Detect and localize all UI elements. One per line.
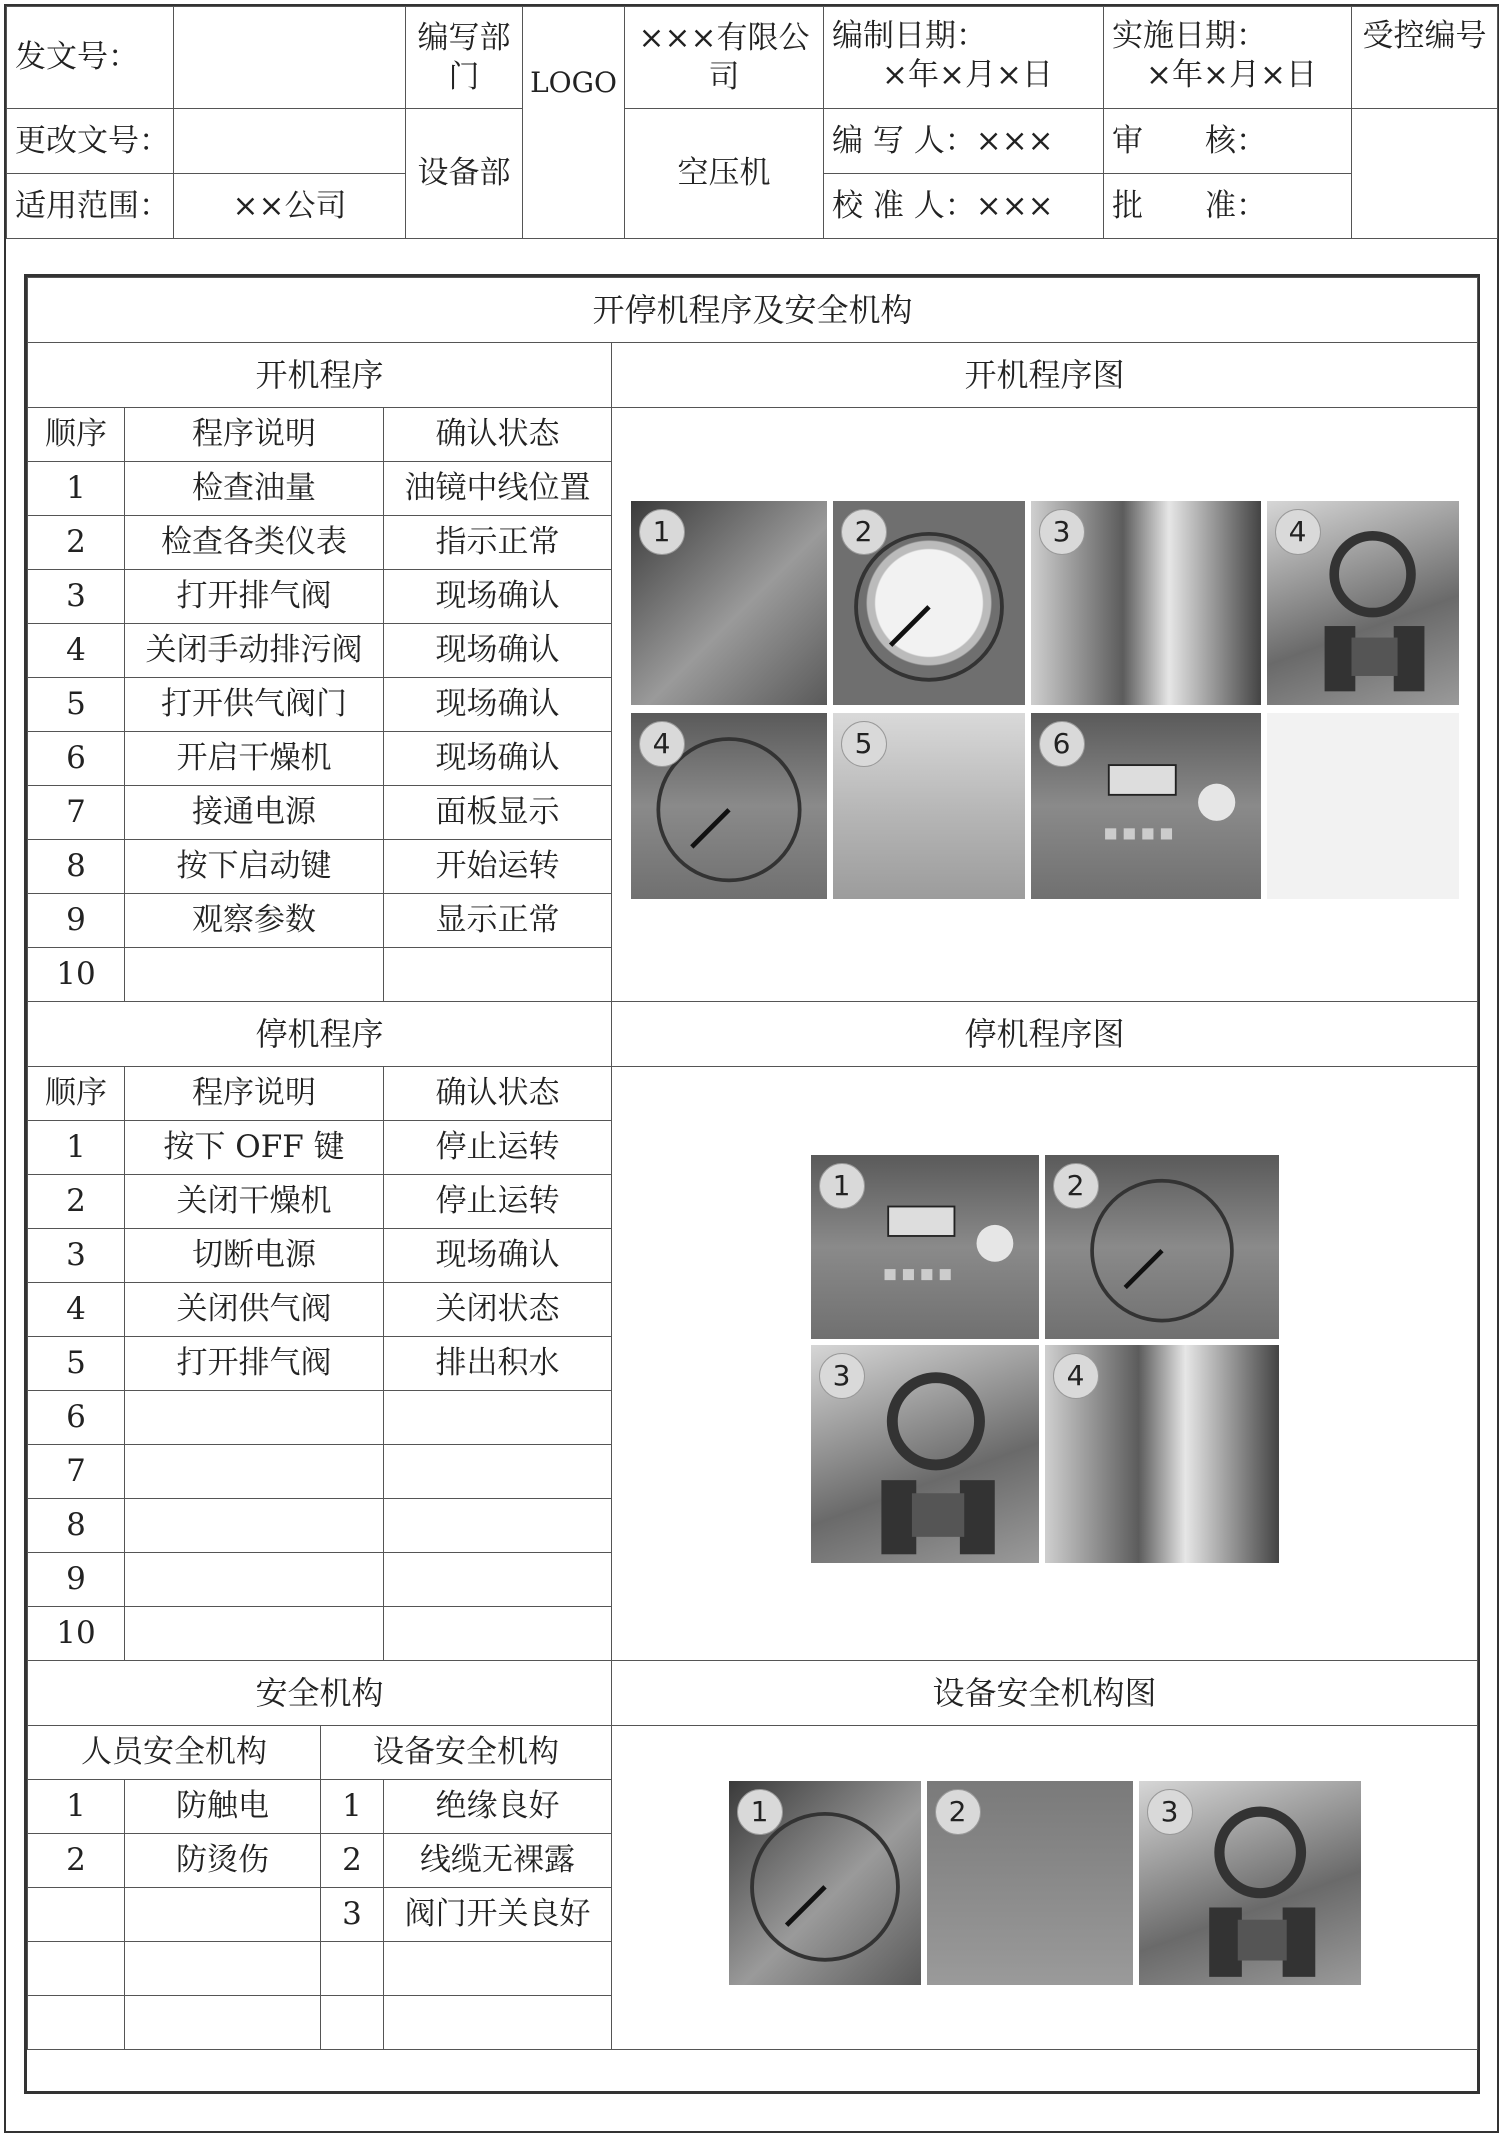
equipment-photo [1045,1155,1279,1339]
photo-grid [811,1155,1279,1563]
scope-label: 适用范围： [7,174,174,239]
startup-section-title: 开机程序 [28,343,612,408]
step-number: 2 [28,1175,125,1229]
equipment-item-number: 1 [321,1780,384,1834]
photo-number-badge: 2 [935,1789,981,1835]
step-description: 打开排气阀 [125,570,384,624]
step-number: 3 [28,1229,125,1283]
step-number: 1 [28,1121,125,1175]
photo-number-badge: 4 [1053,1353,1099,1399]
shutdown-image-title: 停机程序图 [612,1002,1478,1067]
step-number: 9 [28,1553,125,1607]
step-status [384,948,612,1002]
photo-number-badge: 1 [737,1789,783,1835]
step-description: 切断电源 [125,1229,384,1283]
equipment-safety-header: 设备安全机构 [321,1726,612,1780]
step-status: 停止运转 [384,1121,612,1175]
equipment-item: 阀门开关良好 [384,1888,612,1942]
equipment-photo [1031,501,1261,705]
step-number: 10 [28,948,125,1002]
step-status: 停止运转 [384,1175,612,1229]
photo-number-badge: 2 [1053,1163,1099,1209]
equipment-item: 线缆无裸露 [384,1834,612,1888]
personnel-item-number [28,1996,125,2050]
control-no-label: 受控编号 [1352,7,1498,109]
step-description [125,1607,384,1661]
step-status [384,1445,612,1499]
document-page [4,4,1499,2133]
procedure-frame [24,274,1480,2094]
equipment-photo [811,1155,1039,1339]
step-description: 接通电源 [125,786,384,840]
equipment-item-number [321,1942,384,1996]
step-number: 8 [28,1499,125,1553]
compile-date [824,7,1104,109]
equipment-photo [927,1781,1133,1985]
step-number: 3 [28,570,125,624]
reviewer-label: 审 核： [1104,109,1352,174]
step-description: 按下 OFF 键 [125,1121,384,1175]
photo-grid [729,1781,1361,1985]
calibrator [824,174,1104,239]
personnel-item: 防触电 [125,1780,321,1834]
step-description: 按下启动键 [125,840,384,894]
startup-image-title: 开机程序图 [612,343,1478,408]
step-number: 6 [28,1391,125,1445]
personnel-item [125,1996,321,2050]
step-status [384,1391,612,1445]
step-description: 观察参数 [125,894,384,948]
photo-number-badge: 3 [1147,1789,1193,1835]
step-status: 油镜中线位置 [384,462,612,516]
step-description: 检查各类仪表 [125,516,384,570]
step-status: 现场确认 [384,732,612,786]
photo-number-badge: 6 [1039,721,1085,767]
step-description: 开启干燥机 [125,732,384,786]
photo-number-badge: 2 [841,509,887,555]
step-description [125,1391,384,1445]
photo-number-badge: 4 [1275,509,1321,555]
effective-date [1104,7,1352,109]
step-status [384,1607,612,1661]
step-number: 9 [28,894,125,948]
equipment-photo [1031,713,1261,899]
personnel-safety-header: 人员安全机构 [28,1726,321,1780]
photo-number-badge: 1 [639,509,685,555]
step-status [384,1499,612,1553]
step-number: 7 [28,786,125,840]
equipment-photo [1139,1781,1361,1985]
writer [824,109,1104,174]
approver-label: 批 准： [1104,174,1352,239]
equipment-photo [1267,713,1459,899]
equipment-photo [833,501,1025,705]
logo [523,7,625,239]
step-number: 7 [28,1445,125,1499]
safety-photos [612,1726,1478,2050]
step-status: 开始运转 [384,840,612,894]
step-status: 关闭状态 [384,1283,612,1337]
compile-date-value: ×年×月×日 [882,56,1053,93]
col-desc-header: 程序说明 [125,1067,384,1121]
col-order-header: 顺序 [28,1067,125,1121]
step-status [384,1553,612,1607]
effective-date-value: ×年×月×日 [1146,56,1317,93]
personnel-item [125,1942,321,1996]
col-desc-header: 程序说明 [125,408,384,462]
step-description: 关闭干燥机 [125,1175,384,1229]
equipment-photo [631,501,827,705]
step-number: 4 [28,1283,125,1337]
equipment-photo [729,1781,921,1985]
step-status: 显示正常 [384,894,612,948]
dept-value: 设备部 [406,109,523,239]
personnel-item-number: 1 [28,1780,125,1834]
equipment-photo [631,713,827,899]
main-title: 开停机程序及安全机构 [28,278,1478,343]
photo-grid [631,501,1459,899]
procedure-table [27,277,1478,2050]
step-status: 现场确认 [384,624,612,678]
logo-text: LOGO [530,66,617,100]
col-order-header: 顺序 [28,408,125,462]
step-description: 关闭手动排污阀 [125,624,384,678]
change-no-label: 更改文号： [7,109,174,174]
step-status: 现场确认 [384,570,612,624]
photo-number-badge: 3 [1039,509,1085,555]
step-status: 指示正常 [384,516,612,570]
photo-number-badge: 4 [639,721,685,767]
writer-value: ××× [975,122,1054,159]
step-description [125,1553,384,1607]
doc-no-value [174,7,406,109]
equipment-photo [1045,1345,1279,1563]
step-number: 4 [28,624,125,678]
personnel-item-number: 2 [28,1834,125,1888]
dept-label: 编写部门 [406,7,523,109]
control-no-value [1352,109,1498,239]
scope-value: ××公司 [174,174,406,239]
change-no-value [174,109,406,174]
equipment-name: 空压机 [625,109,824,239]
col-status-header: 确认状态 [384,408,612,462]
equipment-item: 绝缘良好 [384,1780,612,1834]
step-description: 打开排气阀 [125,1337,384,1391]
step-number: 8 [28,840,125,894]
col-status-header: 确认状态 [384,1067,612,1121]
equipment-photo [1267,501,1459,705]
step-description: 关闭供气阀 [125,1283,384,1337]
personnel-item: 防烫伤 [125,1834,321,1888]
personnel-item-number [28,1888,125,1942]
step-status: 面板显示 [384,786,612,840]
writer-label: 编 写 人： [832,122,976,159]
step-status: 排出积水 [384,1337,612,1391]
step-number: 2 [28,516,125,570]
step-status: 现场确认 [384,678,612,732]
photo-number-badge: 1 [819,1163,865,1209]
step-number: 5 [28,1337,125,1391]
step-number: 1 [28,462,125,516]
safety-image-title: 设备安全机构图 [612,1661,1478,1726]
step-number: 10 [28,1607,125,1661]
step-status: 现场确认 [384,1229,612,1283]
equipment-item [384,1942,612,1996]
step-description [125,1445,384,1499]
equipment-photo [833,713,1025,899]
equipment-item [384,1996,612,2050]
personnel-item-number [28,1942,125,1996]
company-name: ×××有限公司 [625,7,824,109]
compile-date-label: 编制日期： [832,18,987,54]
photo-number-badge: 3 [819,1353,865,1399]
equipment-item-number: 3 [321,1888,384,1942]
step-description [125,948,384,1002]
photo-number-badge: 5 [841,721,887,767]
calibrator-value: ××× [975,187,1054,224]
personnel-item [125,1888,321,1942]
calibrator-label: 校 准 人： [832,187,976,224]
step-description: 检查油量 [125,462,384,516]
shutdown-section-title: 停机程序 [28,1002,612,1067]
step-number: 6 [28,732,125,786]
equipment-photo [811,1345,1039,1563]
document-header [6,6,1498,239]
equipment-item-number [321,1996,384,2050]
safety-section-title: 安全机构 [28,1661,612,1726]
step-description [125,1499,384,1553]
doc-no-label: 发文号： [7,7,174,109]
shutdown-photos [612,1067,1478,1661]
equipment-item-number: 2 [321,1834,384,1888]
startup-photos [612,408,1478,1002]
step-description: 打开供气阀门 [125,678,384,732]
effective-date-label: 实施日期： [1112,18,1267,54]
step-number: 5 [28,678,125,732]
